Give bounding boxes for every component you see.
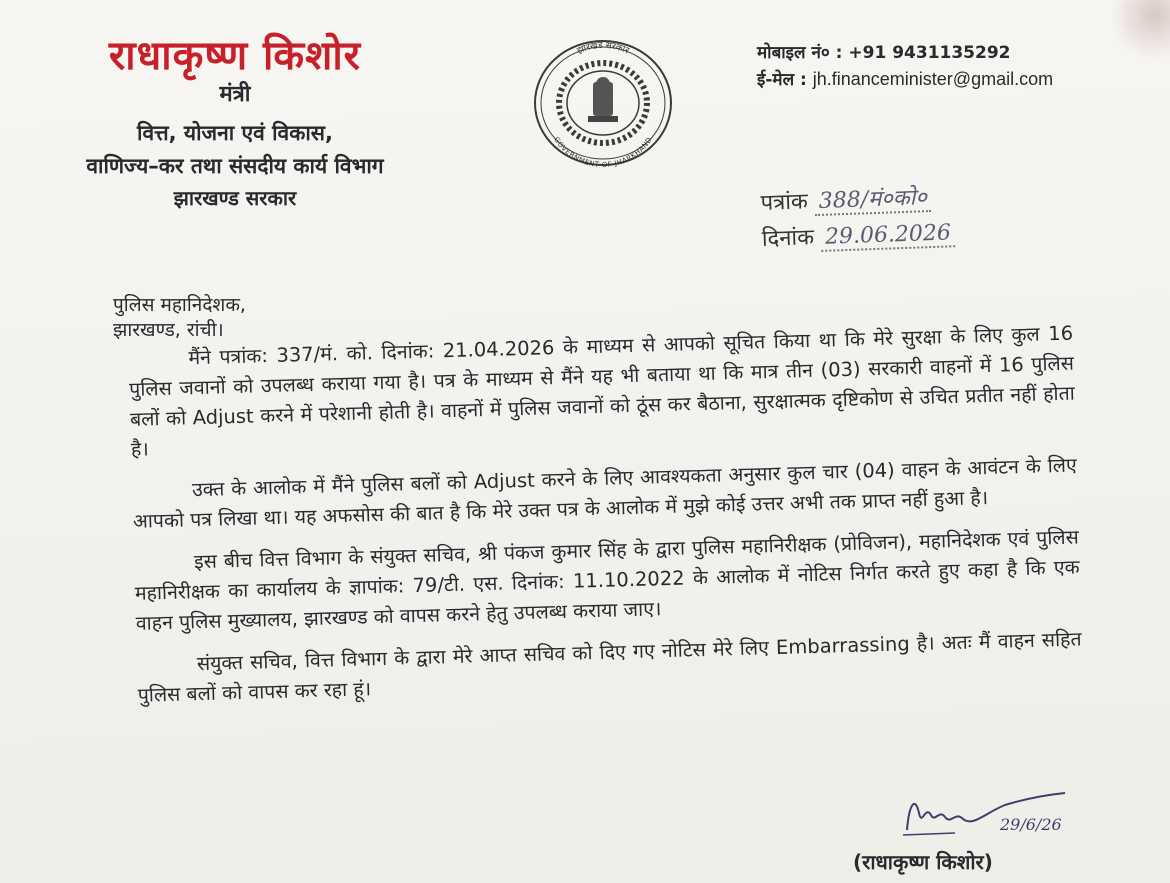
patrank-label: पत्रांक [760, 189, 809, 216]
reference-block [760, 179, 956, 258]
jharkhand-government-seal-icon [518, 38, 688, 168]
svg-text:GOVERNMENT OF JHARKHAND [552, 136, 654, 168]
body-paragraph-4: संयुक्त सचिव, वित्त विभाग के द्वारा मेरे आप्त सचिव को दिए गए नोटिस मेरे लिए Embarrassing है। अतः मैं वाहन सहित पुलिस बलों को वापस कर रहा हूं। [137, 627, 1082, 707]
email-row [757, 66, 1053, 93]
corner-shadow [1110, 0, 1170, 60]
seal-bottom-text: GOVERNMENT OF JHARKHAND [552, 135, 654, 168]
contact-block [757, 40, 1053, 93]
mobile-number: +91 9431135292 [848, 43, 1011, 63]
addressee-line-2: झारखण्ड, रांची। [113, 319, 224, 341]
departments-line-2: वाणिज्य–कर तथा संसदीय कार्य विभाग [86, 154, 384, 178]
dinank-label: दिनांक [761, 225, 815, 252]
email-address: jh.financeminister@gmail.com [812, 69, 1054, 89]
addressee [113, 293, 246, 343]
dinank-value: 29.06.2026 [821, 220, 956, 252]
body-paragraph-1: मैंने पत्रांक: 337/मं. को. दिनांक: 21.04.2026 के माध्यम से आपको सूचित किया था कि मेरे सुरक्षा के लिए कुल 16 पुलिस जवानों को उपलब्ध कराया गया है। पत्र के माध्यम से मैंने यह भी बताया था कि मात्र तीन (03) सरकारी वाहनों में 16 पुलिस बलों को Adjust करने में परेशानी होती है। वाहनों में पुलिस जवानों को ठूंस कर बैठाना, सुरक्षात्मक दृष्टिकोण से उचित प्रतीत नहीं होता है। [128, 321, 1076, 461]
signer-name: (राधाकृष्ण किशोर) [853, 850, 993, 874]
seal-top-text: झारखंड सरकार [575, 40, 631, 57]
minister-name: राधाकृष्ण किशोर [108, 33, 362, 79]
patrank-value: 388/मं०को० [814, 185, 931, 216]
signature-date: 29/6/26 [1000, 815, 1062, 834]
mobile-label: मोबाइल नं० : [757, 43, 843, 63]
email-label: ई-मेल : [757, 70, 807, 90]
letter-body [128, 319, 1083, 711]
government-name: झारखण्ड सरकार [173, 186, 297, 210]
body-paragraph-2: उक्त के आलोक में मैंने पुलिस बलों को Adjust करने के लिए आवश्यकता अनुसार कुल चार (04) वाहन के आवंटन के लिए आपको पत्र लिखा था। यह अफसोस की बात है कि मेरे उक्त पत्र के आलोक में मुझे कोई उत्तर अभी तक प्राप्त नहीं हुआ है। [132, 453, 1078, 533]
letterhead [0, 32, 470, 214]
mobile-row [757, 40, 1053, 66]
handwritten-signature [895, 775, 1095, 855]
addressee-line-1: पुलिस महानिदेशक, [113, 294, 246, 316]
designation: मंत्री [219, 82, 251, 107]
dinank-row [761, 215, 955, 258]
departments-line-1: वित्त, योजना एवं विकास, [137, 121, 333, 145]
body-paragraph-3: इस बीच वित्त विभाग के संयुक्त सचिव, श्री पंकज कुमार सिंह के द्वारा पुलिस महानिरीक्षक (प्रोविजन), महानिदेशक एवं पुलिस महानिरीक्षक का कार्यालय के ज्ञापांक: 79/टी. एस. दिनांक: 11.10.2022 के आलोक में नोटिस निर्गत करते हुए कहा है कि एक वाहन पुलिस मुख्यालय, झारखण्ड को वापस करने हेतु उपलब्ध कराया जाए। [134, 525, 1080, 635]
